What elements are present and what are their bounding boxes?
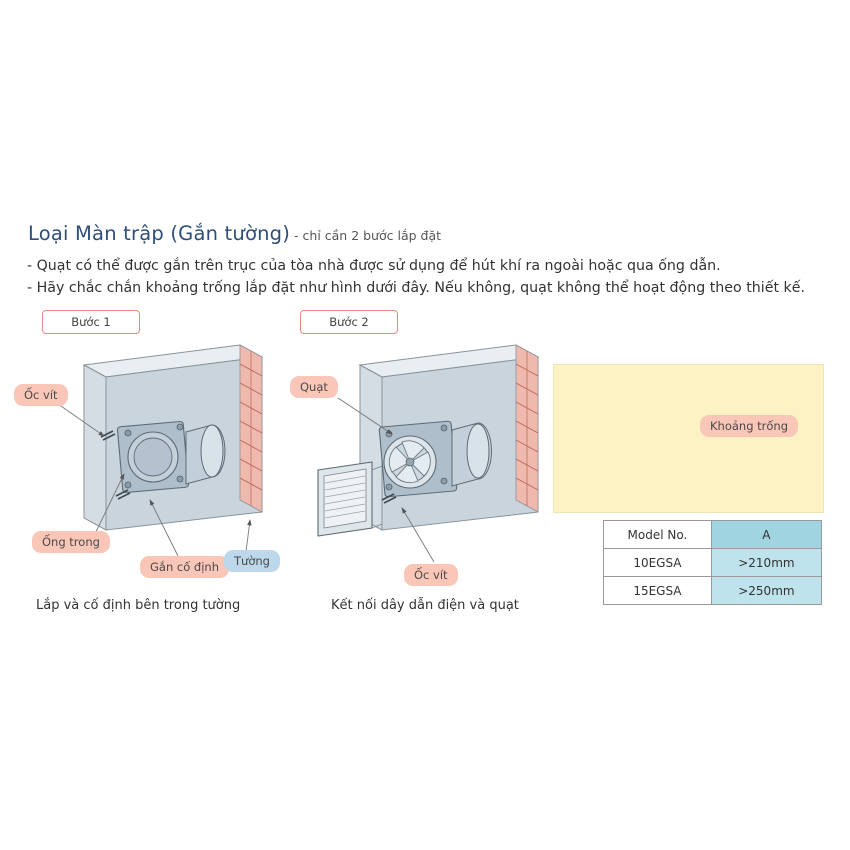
cell-a-2: >250mm — [711, 577, 821, 605]
bullet-line-2: - Hãy chắc chắn khoảng trống lắp đặt như hình dưới đây. Nếu không, quạt không thể hoạt động theo thiết kế. — [27, 280, 805, 296]
table-row — [604, 577, 822, 605]
callout-inner-pipe: Ống trong — [32, 531, 110, 553]
callout-clearance: Khoảng trống — [700, 415, 798, 437]
bullet-line-1: - Quạt có thể được gắn trên trục của tòa nhà được sử dụng để hút khí ra ngoài hoặc qua ống dẫn. — [27, 258, 721, 274]
cell-a-1: >210mm — [711, 549, 821, 577]
page-title: Loại Màn trập (Gắn tường) — [28, 222, 291, 245]
callout-fixed-mount: Gắn cố định — [140, 556, 229, 578]
cell-model-2: 15EGSA — [604, 577, 712, 605]
callout-screw-step2: Ốc vít — [404, 564, 458, 586]
diagram-step1-art — [58, 345, 262, 556]
cell-model-1: 10EGSA — [604, 549, 712, 577]
table-row — [604, 549, 822, 577]
page-subtitle: - chỉ cần 2 bước lắp đặt — [294, 228, 442, 243]
caption-step2: Kết nối dây dẫn điện và quạt — [331, 598, 519, 613]
callout-wall: Tường — [224, 550, 280, 572]
header-a: A — [711, 521, 821, 549]
callout-screw-step1: Ốc vít — [14, 384, 68, 406]
callout-fan: Quạt — [290, 376, 338, 398]
step-2-badge: Bước 2 — [300, 310, 398, 334]
header-model: Model No. — [604, 521, 712, 549]
clearance-panel — [553, 364, 824, 513]
table-header-row — [604, 521, 822, 549]
step-1-badge: Bước 1 — [42, 310, 140, 334]
spec-table — [603, 520, 822, 605]
caption-step1: Lắp và cố định bên trong tường — [36, 598, 241, 613]
bullet-list — [27, 255, 827, 299]
section-heading — [28, 222, 441, 245]
diagram-step2-art — [318, 345, 538, 562]
